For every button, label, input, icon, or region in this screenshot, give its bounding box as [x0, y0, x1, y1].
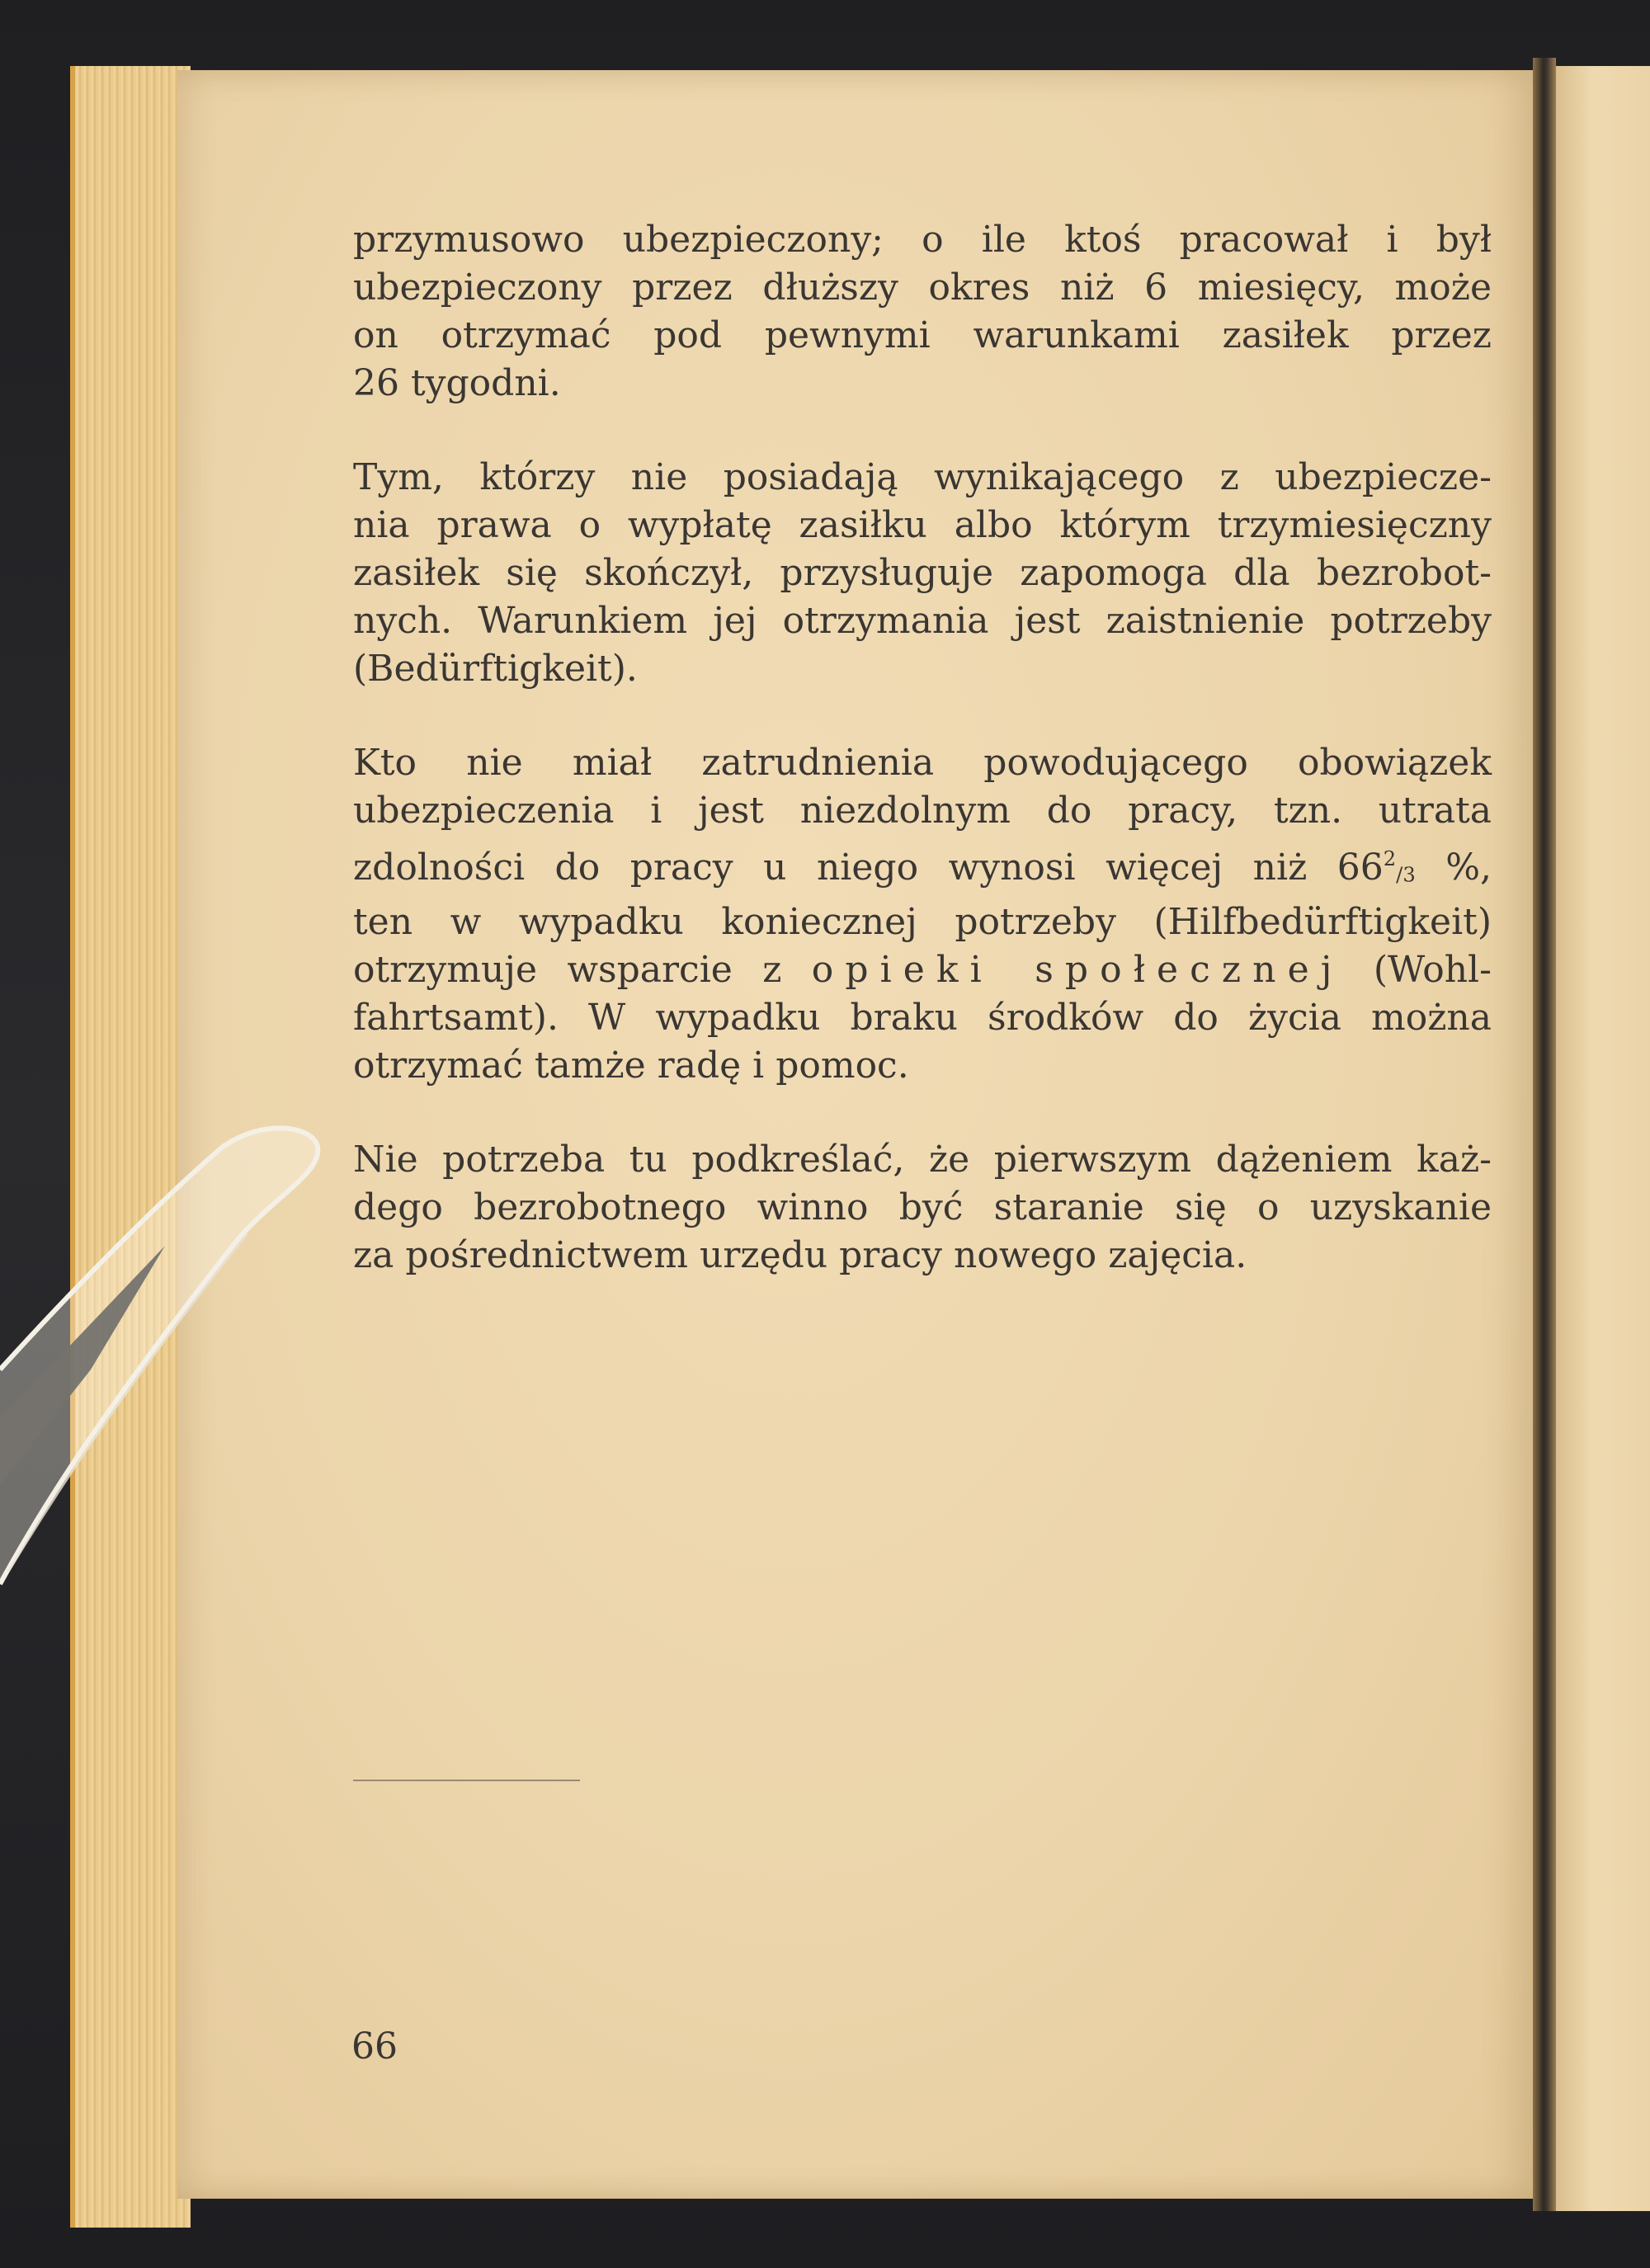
- text-line: on otrzymać pod pewnymi warunkami zasiłek przez: [353, 314, 1492, 356]
- text-line: nych. Warunkiem jej otrzymania jest zaistnienie potrzeby: [353, 600, 1492, 642]
- page-number: 66: [351, 2025, 398, 2068]
- text-line: ten w wypadku koniecznej potrzeby (Hilfbedürftigkeit): [353, 901, 1492, 944]
- text-fragment: zdolności do pracy u niego wynosi więcej niż 66: [353, 846, 1384, 889]
- emphasized-spaced-text: opieki społecznej: [811, 949, 1344, 992]
- paragraph-1: [353, 216, 1492, 408]
- text-line: Tym, którzy nie posiadają wynikającego z ubezpiecze-: [353, 456, 1492, 498]
- paragraph-3: [353, 739, 1492, 1090]
- text-line-spaced: [353, 946, 1492, 994]
- paragraph-2: [353, 454, 1492, 693]
- text-line: (Bedürftigkeit).: [353, 648, 638, 690]
- text-line: ubezpieczony przez dłuższy okres niż 6 miesięcy, może: [353, 266, 1492, 309]
- fraction-numerator: 2: [1383, 847, 1397, 870]
- fraction-denominator: 3: [1402, 863, 1416, 887]
- text-line: fahrtsamt). W wypadku braku środków do życia można: [353, 997, 1492, 1040]
- text-line: nia prawa o wypłatę zasiłku albo którym trzymiesięczny: [353, 504, 1492, 546]
- text-fragment: otrzymuje wsparcie z: [353, 949, 812, 992]
- text-line: za pośrednictwem urzędu pracy nowego zajęcia.: [353, 1234, 1247, 1277]
- page-edges-stack: [70, 66, 191, 2228]
- fraction-slash: /: [1396, 863, 1403, 887]
- text-line: 26 tygodni.: [353, 362, 561, 404]
- text-fragment: %,: [1415, 846, 1492, 889]
- text-line: otrzymać tamże radę i pomoc.: [353, 1044, 909, 1087]
- text-line: ubezpieczenia i jest niezdolnym do pracy, tzn. utrata: [353, 790, 1492, 832]
- footnote-divider: [353, 1780, 580, 1781]
- text-line: dego bezrobotnego winno być staranie się o uzyskanie: [353, 1186, 1492, 1229]
- text-line: Nie potrzeba tu podkreślać, że pierwszym dążeniem każ-: [353, 1139, 1492, 1181]
- paragraph-4: [353, 1136, 1492, 1280]
- facing-page-edge: [1556, 66, 1650, 2211]
- book-gutter: [1533, 58, 1556, 2211]
- text-line: przymusowo ubezpieczony; o ile ktoś pracował i był: [353, 219, 1492, 261]
- text-line: Kto nie miał zatrudnienia powodującego obowiązek: [353, 742, 1492, 784]
- body-text: [353, 216, 1492, 1326]
- text-line: zasiłek się skończył, przysługuje zapomoga dla bezrobot-: [353, 552, 1492, 594]
- text-line-fraction: [353, 835, 1492, 898]
- text-fragment: (Wohl-: [1343, 949, 1492, 992]
